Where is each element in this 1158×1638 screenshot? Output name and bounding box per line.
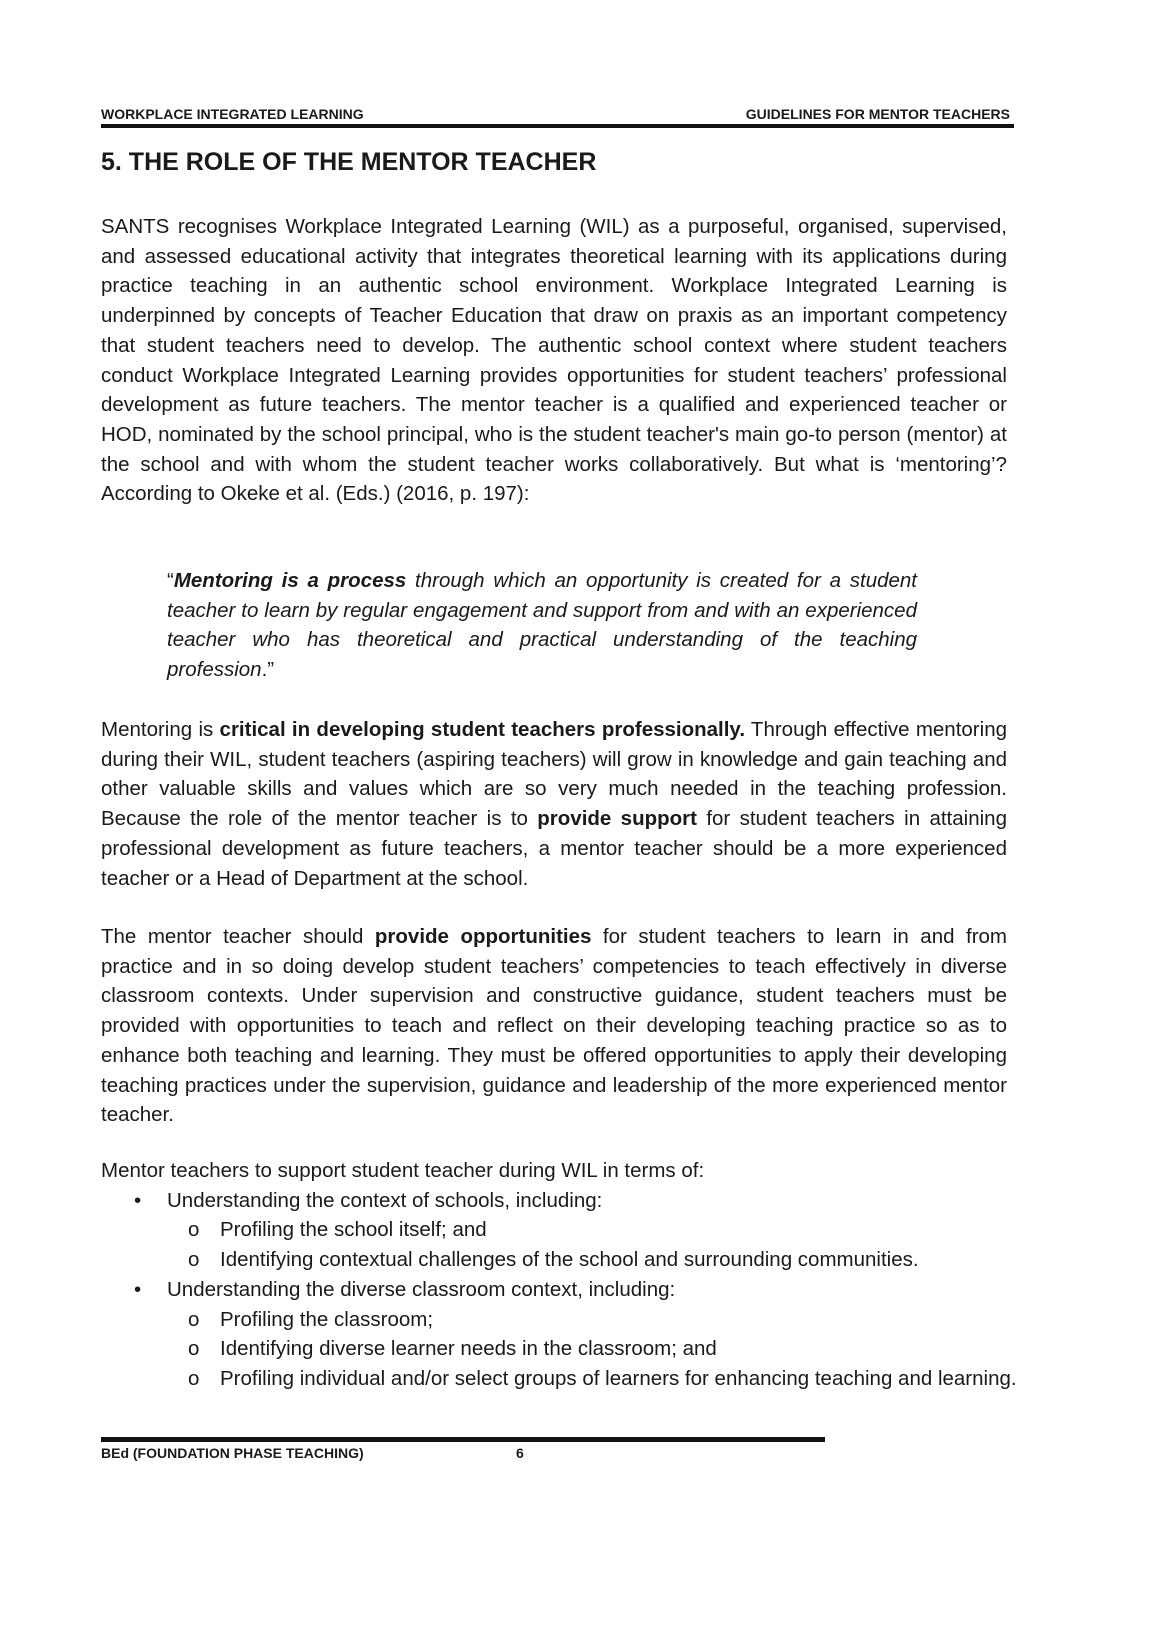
list-item-text: Understanding the diverse classroom context, including: [167, 1277, 676, 1301]
header-rule [101, 124, 1014, 128]
list-item [101, 1275, 1021, 1305]
circle-bullet-icon: o [188, 1337, 200, 1361]
circle-bullet-icon: o [188, 1218, 200, 1242]
bold-text: provide opportunities [374, 925, 592, 948]
bold-text: critical in developing student teachers professionally. [219, 718, 746, 741]
circle-bullet-icon: o [188, 1307, 200, 1331]
bullet-icon: • [134, 1188, 142, 1212]
text: The mentor teacher should [101, 925, 375, 948]
quote-text: through which an opportunity is created for a student teacher to learn by regular engagement and support from and with an experienced teacher who has theoretical and practical understanding of the teaching profession [167, 569, 918, 682]
footer-rule [101, 1437, 825, 1442]
support-list [101, 1156, 1021, 1394]
text: for student teachers to learn in and from practice and in so doing develop student teachers’ competencies to teach effectively in diverse classroom contexts. Under supervision and constructive guidance, student teachers must be provided with opportunities to teach and reflect on their developing teaching practice so as to enhance both teaching and learning. They must be offered opportunities to apply their developing teaching practices under the supervision, guidance and leadership of the more experienced mentor teacher. [101, 925, 1008, 1127]
quote-bold: Mentoring is a process [173, 569, 407, 592]
sub-list-item [101, 1305, 1021, 1335]
bold-text: provide support [537, 807, 697, 831]
sub-item-text: Profiling individual and/or select groups of learners for enhancing teaching and learning. [220, 1366, 1017, 1390]
header-left: WORKPLACE INTEGRATED LEARNING [101, 106, 364, 122]
header-right: GUIDELINES FOR MENTOR TEACHERS [745, 106, 1010, 122]
circle-bullet-icon: o [188, 1366, 200, 1390]
sub-list-item [101, 1334, 1021, 1364]
text: Through effective mentoring during their WIL, student teachers (aspiring teachers) will grow in knowledge and gain teaching and other valuable skills and values which are so very much needed in the teaching profession. Because the role of the mentor teacher is to [101, 718, 1007, 831]
sub-item-text: Profiling the school itself; and [220, 1218, 487, 1242]
text: for student teachers in attaining professional development as future teachers, a mentor teacher should be a more experienced teacher or a Head of Department at the school. [101, 807, 1007, 890]
sub-item-text: Identifying diverse learner needs in the classroom; and [220, 1337, 717, 1361]
sub-list-item [101, 1215, 1021, 1245]
bullet-icon: • [134, 1277, 142, 1301]
block-quote [167, 566, 917, 685]
list-item-text: Understanding the context of schools, including: [167, 1188, 603, 1212]
section-heading: 5. THE ROLE OF THE MENTOR TEACHER [101, 148, 597, 176]
circle-bullet-icon: o [188, 1248, 200, 1272]
paragraph-mentoring [101, 715, 1007, 893]
sub-item-text: Profiling the classroom; [220, 1307, 434, 1331]
quote-open: “ [167, 569, 174, 592]
list-item [101, 1186, 1021, 1216]
text: Mentoring is [101, 718, 220, 741]
sub-item-text: Identifying contextual challenges of the school and surrounding communities. [220, 1248, 919, 1272]
list-intro: Mentor teachers to support student teacher during WIL in terms of: [101, 1159, 705, 1182]
sub-list-item [101, 1245, 1021, 1275]
sub-list-item [101, 1364, 1020, 1394]
paragraph-opportunities [101, 922, 1007, 1130]
quote-close: .” [261, 658, 275, 682]
footer-left: BEd (FOUNDATION PHASE TEACHING) [101, 1445, 364, 1461]
paragraph-intro: SANTS recognises Workplace Integrated Learning (WIL) as a purposeful, organised, supervised, and assessed educational activity that integrates theoretical learning with its applications during practice teaching in an authentic school environment. Workplace Integrated Learning is underpinned by concepts of Teacher Education that draw on praxis as an important competency that student teachers need to develop. The authentic school context where student teachers conduct Workplace Integrated Learning provides opportunities for student teachers’ professional development as future teachers. The mentor teacher is a qualified and experienced teacher or HOD, nominated by the school principal, who is the student teacher's main go-to person (mentor) at the school and with whom the student teacher works collaboratively. But what is ‘mentoring’? According to Okeke et al. (Eds.) (2016, p. 197): [101, 215, 1007, 506]
page-number: 6 [516, 1445, 524, 1461]
